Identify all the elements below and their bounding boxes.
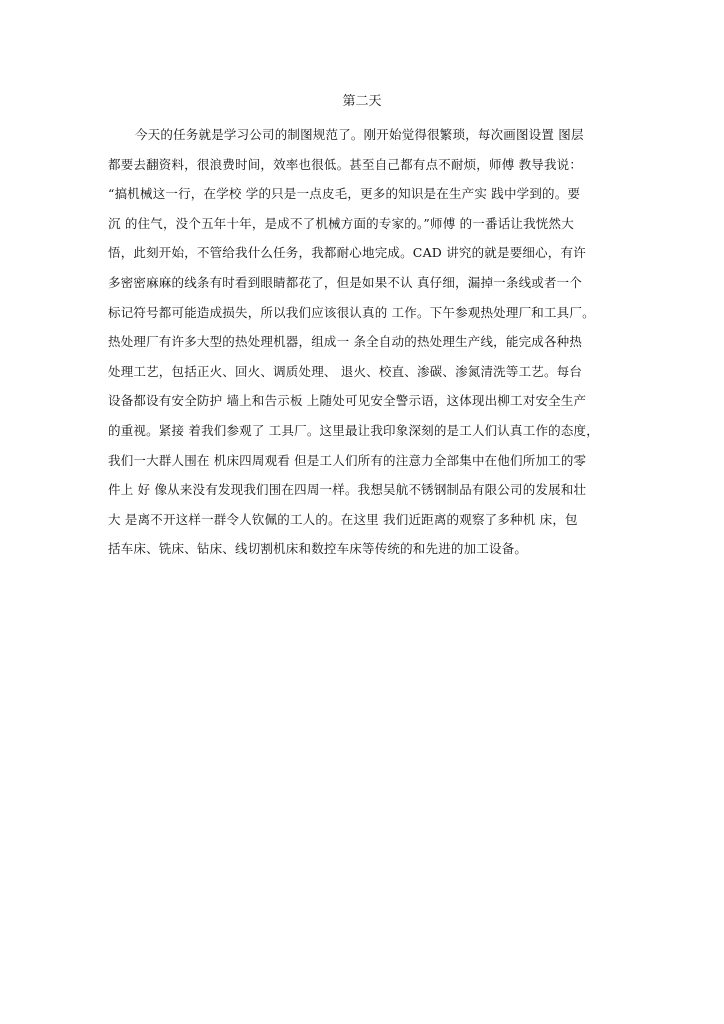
- text-line: 标记符号都可能造成损失，所以我们应该很认真的 工作。下午参观热处理厂和工具厂。: [108, 304, 595, 320]
- document-body: [108, 126, 628, 570]
- text-line: 沉 的住气，没个五年十年，是成不了机械方面的专家的。”师傅 的一番话让我恍然大: [108, 215, 574, 231]
- text-line: 处理工艺，包括正火、回火、调质处理、 退火、校直、渗碳、渗氮清洗等工艺。每台: [108, 363, 583, 379]
- text-line: 的重视。紧接 着我们参观了 工具厂。这里最让我印象深刻的是工人们认真工作的态度，: [108, 422, 599, 438]
- document-title: 第二天: [342, 94, 382, 109]
- text-line: “搞机械这一行，在学校 学的只是一点皮毛，更多的知识是在生产实 践中学到的。要: [108, 186, 581, 202]
- text-line: 大 是离不开这样一群令人钦佩的工人的。在这里 我们近距离的观察了多种机 床，包: [108, 511, 578, 527]
- text-line: 多密密麻麻的线条有时看到眼睛都花了，但是如果不认 真仔细，漏掉一条线或者一个: [108, 274, 583, 290]
- text-line: 都要去翻资料，很浪费时间，效率也很低。甚至自己都有点不耐烦，师傅 教导我说：: [108, 156, 583, 172]
- text-line: 括车床、铣床、钻床、线切割机床和数控车床等传统的和先进的加工设备。: [108, 541, 528, 557]
- text-line: 我们一大群人围在 机床四周观看 但是工人们所有的注意力全部集中在他们所加工的零: [108, 452, 587, 468]
- text-line: 件上 好 像从来没有发现我们围在四周一样。我想吴航不锈钢制品有限公司的发展和壮: [108, 482, 587, 498]
- text-line: 今天的任务就是学习公司的制图规范了。刚开始觉得很繁琐，每次画图设置 图层: [135, 127, 584, 142]
- text-line: 悟，此刻开始，不管给我什么任务，我都耐心地完成。CAD 讲究的就是要细心，有许: [108, 245, 586, 261]
- text-line: 设备都设有安全防护 墙上和告示板 上随处可见安全警示语，这体现出柳工对安全生产: [108, 393, 587, 409]
- text-line: 热处理厂有许多大型的热处理机器，组成一 条全自动的热处理生产线，能完成各种热: [108, 334, 583, 350]
